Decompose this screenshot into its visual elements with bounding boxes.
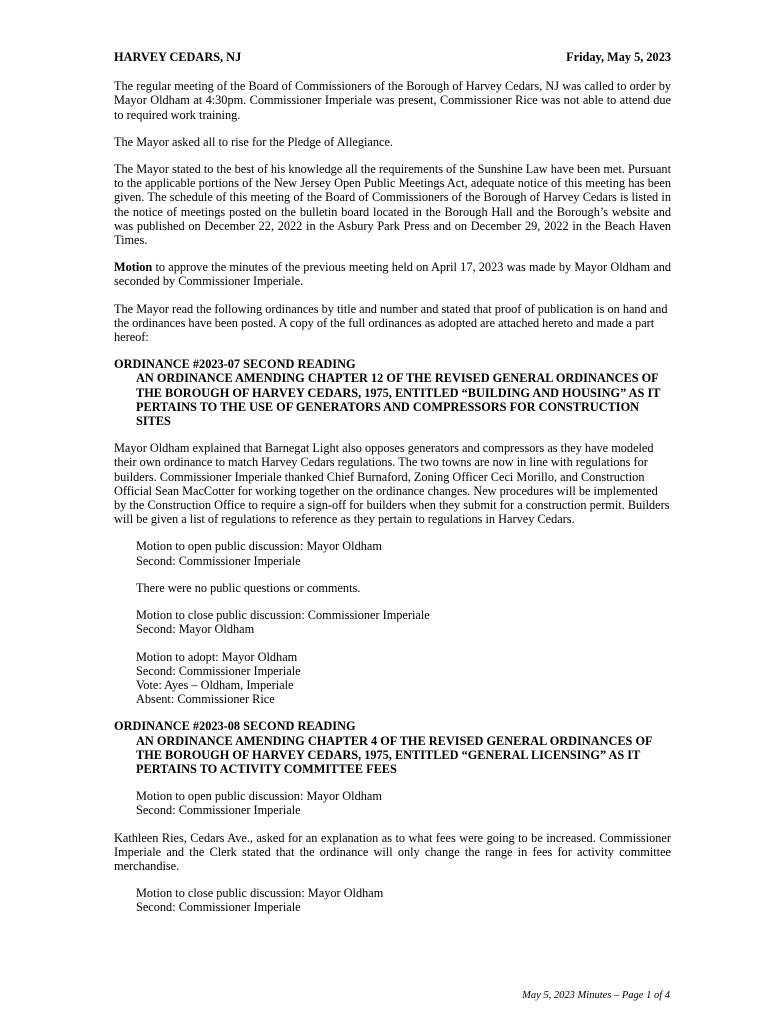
ordinance-2023-07 [114,357,671,428]
absent-line: Absent: Commissioner Rice [136,692,275,707]
pledge-paragraph: The Mayor asked all to rise for the Pledge of Allegiance. [114,134,393,149]
motion-label: Motion [114,260,153,275]
ordinance-discussion: Mayor Oldham explained that Barnegat Light also opposes generators and compressors as they have modeled their own ordinance to match Harvey Cedars regulations. The two towns are now in line with regulations for builders. Commissioner Imperiale thanked Chief Burnaford, Zoning Officer Ceci Morillo, and Construction Official Sean MacCotter for working together on the ordinance changes. New procedures will be implemented by the Construction Office to require a sign-off for builders when they submit for a construction permit. Builders will be given a list of regulations to reference as they pertain to regulations in Harvey Cedars. [114,441,670,527]
header-date: Friday, May 5, 2023 [566,50,671,64]
public-comment-paragraph: Kathleen Ries, Cedars Ave., asked for an explanation as to what fees were going to be increased. Commissioner Imperiale and the Clerk stated that the ordinance will only change the range in fees for activity committee merchandise. [114,830,671,873]
minutes-approval-paragraph [114,260,671,288]
second-line: Second: Commissioner Imperiale [136,553,301,568]
no-comments-line: There were no public questions or comments. [136,580,361,595]
vote-line: Vote: Ayes – Oldham, Imperiale [136,677,294,692]
ordinance-2023-08 [114,719,671,776]
open-discussion-block [114,789,671,817]
adopt-block [114,650,671,707]
close-discussion-block [114,886,671,914]
open-discussion-block [114,539,671,567]
motion-line: Motion to close public discussion: Mayor Oldham [136,886,384,901]
call-to-order-paragraph: The regular meeting of the Board of Commissioners of the Borough of Harvey Cedars, NJ was called to order by Mayor Oldham at 4:30pm. Commissioner Imperiale was present, Commissioner Rice was not able to attend due to required work training. [114,79,671,122]
motion-line: Motion to adopt: Mayor Oldham [136,649,298,664]
document-header [114,50,671,64]
minutes-page [114,50,671,928]
sunshine-law-paragraph: The Mayor stated to the best of his knowledge all the requirements of the Sunshine Law have been met. Pursuant to the applicable portions of the New Jersey Open Public Meetings Act, adequate notice of this meeting has been given. The schedule of this meeting of the Board of Commissioners of the Borough of Harvey Cedars is listed in the notice of meetings posted on the bulletin board located in the Borough Hall and the Borough’s website and was published on December 22, 2022 in the Asbury Park Press and on December 29, 2022 in the Beach Haven Times. [114,162,671,248]
motion-line: Motion to close public discussion: Commissioner Imperiale [136,608,430,623]
ordinances-intro-paragraph: The Mayor read the following ordinances by title and number and stated that proof of publication is on hand and the ordinances have been posted. A copy of the full ordinances as adopted are attached hereto and made a part hereof: [114,301,668,345]
ordinance-title: AN ORDINANCE AMENDING CHAPTER 4 OF THE REVISED GENERAL ORDINANCES OF THE BOROUGH OF HARVEY CEDARS, 1975, ENTITLED “GENERAL LICENSING” AS IT PERTAINS TO ACTIVITY COMMITTEE FEES [136,733,653,776]
close-discussion-block [114,608,671,636]
minutes-approval-text: to approve the minutes of the previous meeting held on April 17, 2023 was made by Mayor Oldham and seconded by Commissioner Imperiale. [114,260,671,289]
motion-line: Motion to open public discussion: Mayor Oldham [136,539,382,554]
no-comments-block [114,581,671,595]
motion-line: Motion to open public discussion: Mayor Oldham [136,789,382,804]
header-location: HARVEY CEDARS, NJ [114,50,242,64]
second-line: Second: Commissioner Imperiale [136,663,301,678]
second-line: Second: Commissioner Imperiale [136,900,301,915]
ordinance-heading: ORDINANCE #2023-07 SECOND READING [114,357,356,372]
page-footer: May 5, 2023 Minutes – Page 1 of 4 [522,990,670,1001]
second-line: Second: Commissioner Imperiale [136,803,301,818]
second-line: Second: Mayor Oldham [136,622,255,637]
ordinance-title: AN ORDINANCE AMENDING CHAPTER 12 OF THE REVISED GENERAL ORDINANCES OF THE BOROUGH OF HARVEY CEDARS, 1975, ENTITLED “BUILDING AND HOUSING” AS IT PERTAINS TO THE USE OF GENERATORS AND COMPRESSORS FOR CONSTRUCTION SITES [136,371,661,429]
ordinance-heading: ORDINANCE #2023-08 SECOND READING [114,719,356,734]
